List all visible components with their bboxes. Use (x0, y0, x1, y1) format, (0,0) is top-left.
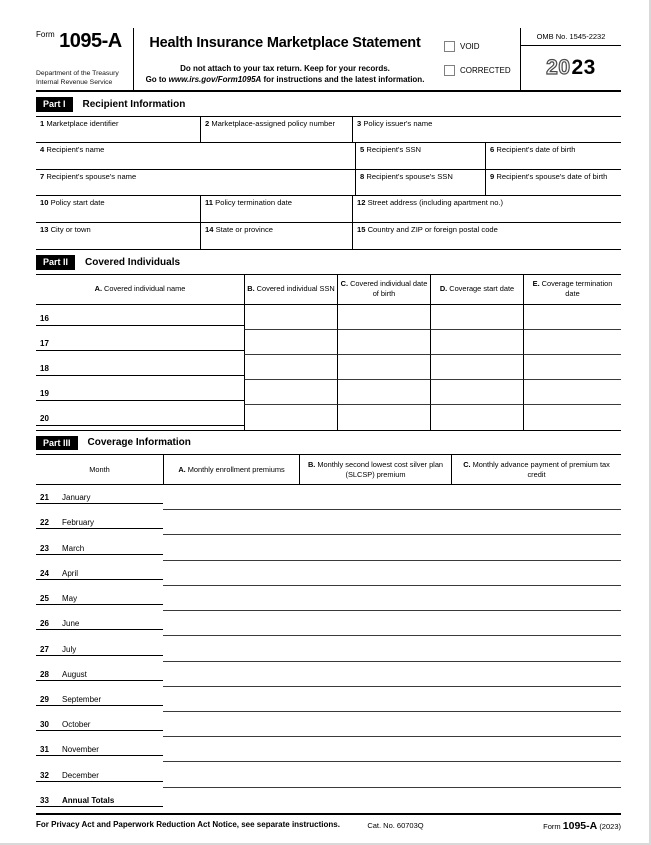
part1-row-4 (36, 196, 621, 223)
row-number: 31 (40, 745, 49, 755)
part3-row-33-aptc-cell[interactable] (451, 788, 621, 813)
part3-table (36, 454, 621, 815)
field-6-recipient-dob[interactable] (485, 143, 621, 169)
col-label: Coverage start date (449, 284, 515, 294)
part3-row-28-aptc-cell[interactable] (451, 662, 621, 687)
part3-month-header (36, 455, 163, 484)
field-number: 4 (40, 145, 45, 154)
row-number: 17 (40, 338, 49, 348)
footer-form-id (543, 820, 621, 832)
row-number: 33 (40, 795, 49, 805)
month-header-label: Month (89, 464, 110, 474)
agency-line-2: Internal Revenue Service (36, 78, 113, 86)
title-block (134, 28, 436, 90)
month-cell-march (36, 535, 163, 560)
footer-form-year: (2023) (599, 821, 621, 831)
row-number: 30 (40, 720, 49, 730)
part3-row-22-aptc-cell[interactable] (451, 510, 621, 535)
part2-row-18-ssn-cell[interactable] (244, 355, 337, 380)
field-number: 9 (490, 171, 495, 181)
field-label: Recipient's spouse's SSN (366, 171, 453, 181)
month-label: August (62, 669, 87, 679)
col-label: Covered individual name (104, 284, 186, 294)
field-label: Country and ZIP or foreign postal code (367, 224, 498, 234)
part3-badge: Part III (36, 436, 78, 451)
month-cell-october (36, 712, 163, 737)
part2-row-18-start-cell[interactable] (430, 355, 523, 380)
field-label: Marketplace identifier (46, 118, 119, 128)
part1-row-1 (36, 117, 621, 144)
part2-row-20-name-cell[interactable] (36, 405, 244, 430)
field-label: Policy issuer's name (363, 118, 433, 128)
col-letter: E. (532, 279, 540, 289)
month-label: February (62, 518, 95, 528)
part3-row-august (36, 662, 621, 687)
part3-row-26-aptc-cell[interactable] (451, 611, 621, 636)
part3-row-january (36, 485, 621, 510)
part1-heading (36, 97, 621, 112)
field-label: State or province (215, 224, 273, 234)
part3-row-32-premium-cell[interactable] (163, 762, 299, 787)
part2-row-18-name-cell[interactable] (36, 355, 244, 380)
field-number: 5 (360, 145, 365, 154)
part3-row-31-premium-cell[interactable] (163, 737, 299, 762)
part3-row-33-slcsp-cell[interactable] (299, 788, 451, 813)
part3-row-31-slcsp-cell[interactable] (299, 737, 451, 762)
part3-row-october (36, 712, 621, 737)
part3-row-march (36, 535, 621, 560)
part2-col-c-header (337, 275, 430, 304)
field-label: Recipient's name (46, 145, 105, 154)
month-label: September (62, 694, 102, 704)
part2-col-e-header (523, 275, 621, 304)
part3-row-september (36, 687, 621, 712)
part3-row-21-premium-cell[interactable] (163, 485, 299, 510)
agency-line-1: Department of the Treasury (36, 70, 119, 78)
part3-row-july (36, 636, 621, 661)
row-number: 24 (40, 568, 49, 578)
void-corrected-block (436, 28, 520, 90)
part2-row-16-start-cell[interactable] (430, 305, 523, 330)
month-cell-december (36, 762, 163, 787)
part2-row-18-termination-cell[interactable] (523, 355, 621, 380)
part2-row-17-termination-cell[interactable] (523, 330, 621, 355)
part3-row-29-premium-cell[interactable] (163, 687, 299, 712)
part3-row-february (36, 510, 621, 535)
field-1-marketplace-identifier[interactable] (36, 117, 200, 143)
irs-url-link[interactable]: www.irs.gov/Form1095A (168, 75, 262, 85)
part3-row-24-premium-cell[interactable] (163, 561, 299, 586)
field-2-policy-number[interactable] (200, 117, 352, 143)
col-label: Monthly enrollment premiums (187, 464, 285, 474)
tax-year (521, 46, 621, 90)
part2-row-20-dob-cell[interactable] (337, 405, 430, 430)
part2-row-17-ssn-cell[interactable] (244, 330, 337, 355)
form-body (36, 28, 621, 832)
month-cell-november (36, 737, 163, 762)
part2-row-20-termination-cell[interactable] (523, 405, 621, 430)
form-instructions (138, 63, 432, 86)
privacy-notice: For Privacy Act and Paperwork Reduction Act Notice, see separate instructions. (36, 819, 340, 829)
field-7-spouse-name[interactable] (36, 170, 355, 196)
field-number: 2 (205, 118, 210, 128)
month-cell-april (36, 561, 163, 586)
corrected-label: CORRECTED (460, 65, 511, 75)
field-label: Policy termination date (215, 198, 292, 207)
col-label: Coverage termination date (541, 279, 613, 298)
row-number: 21 (40, 493, 49, 503)
omb-number: OMB No. 1545-2232 (521, 28, 621, 46)
part2-row-16-termination-cell[interactable] (523, 305, 621, 330)
part2-col-d-header (430, 275, 523, 304)
form-number-line (36, 30, 129, 53)
part3-row-june (36, 611, 621, 636)
field-label: Street address (including apartment no.) (367, 198, 504, 207)
col-letter: C. (340, 279, 349, 289)
month-label: October (62, 720, 91, 730)
part3-row-november (36, 737, 621, 762)
part2-title: Covered Individuals (85, 256, 181, 268)
part3-row-26-premium-cell[interactable] (163, 611, 299, 636)
month-label: April (62, 568, 79, 578)
month-label: June (62, 619, 80, 629)
field-label: Recipient's SSN (366, 145, 421, 154)
part3-row-27-aptc-cell[interactable] (451, 636, 621, 661)
field-10-policy-start-date[interactable] (36, 196, 200, 222)
month-cell-august (36, 662, 163, 687)
row-number: 19 (40, 388, 49, 398)
year-bold-digits: 23 (571, 56, 596, 79)
part3-row-23-premium-cell[interactable] (163, 535, 299, 560)
part3-row-29-slcsp-cell[interactable] (299, 687, 451, 712)
row-number: 29 (40, 694, 49, 704)
field-label: City or town (50, 224, 91, 234)
catalog-number: Cat. No. 60703Q (367, 820, 424, 830)
part2-row-16-name-cell[interactable] (36, 305, 244, 330)
part2-row-16-ssn-cell[interactable] (244, 305, 337, 330)
month-cell-january (36, 485, 163, 510)
part3-row-21-aptc-cell[interactable] (451, 485, 621, 510)
field-11-policy-termination-date[interactable] (200, 196, 352, 222)
month-cell-may (36, 586, 163, 611)
month-cell-annual-totals (36, 788, 163, 813)
part2-col-a-header (36, 275, 244, 304)
part3-row-31-aptc-cell[interactable] (451, 737, 621, 762)
part3-row-27-slcsp-cell[interactable] (299, 636, 451, 661)
part2-heading (36, 255, 621, 270)
field-number: 15 (357, 224, 366, 234)
part3-header-row (36, 455, 621, 485)
part3-row-27-premium-cell[interactable] (163, 636, 299, 661)
row-number: 16 (40, 313, 49, 323)
row-number: 27 (40, 644, 49, 654)
part3-row-25-premium-cell[interactable] (163, 586, 299, 611)
field-14-state[interactable] (200, 223, 352, 250)
field-number: 1 (40, 118, 45, 128)
field-label: Policy start date (50, 198, 105, 207)
part2-row-17-start-cell[interactable] (430, 330, 523, 355)
part3-row-annual-totals (36, 788, 621, 813)
col-label: Monthly advance payment of premium tax credit (472, 459, 610, 479)
field-5-recipient-ssn[interactable] (355, 143, 485, 169)
month-cell-february (36, 510, 163, 535)
row-number: 18 (40, 363, 49, 373)
part3-col-a-header (163, 455, 299, 484)
part3-row-24-aptc-cell[interactable] (451, 561, 621, 586)
part1-row-5 (36, 223, 621, 250)
part3-row-may (36, 586, 621, 611)
omb-block (520, 28, 621, 90)
part2-row-20 (36, 405, 621, 430)
part3-col-c-header (451, 455, 621, 484)
void-row (444, 41, 520, 52)
row-number: 20 (40, 413, 49, 423)
part3-title: Coverage Information (87, 437, 191, 449)
part3-row-december (36, 762, 621, 787)
field-9-spouse-dob[interactable] (485, 170, 621, 196)
part2-row-19 (36, 380, 621, 405)
part3-row-28-premium-cell[interactable] (163, 662, 299, 687)
part2-col-b-header (244, 275, 337, 304)
part3-row-30-slcsp-cell[interactable] (299, 712, 451, 737)
part2-row-16-dob-cell[interactable] (337, 305, 430, 330)
field-number: 12 (357, 198, 366, 207)
part1-row-3 (36, 170, 621, 197)
part3-row-april (36, 561, 621, 586)
col-label: Covered individual SSN (256, 284, 335, 294)
col-label: Covered individual date of birth (350, 279, 428, 298)
row-number: 25 (40, 594, 49, 604)
col-letter: D. (439, 284, 448, 294)
row-number: 26 (40, 619, 49, 629)
part2-row-20-start-cell[interactable] (430, 405, 523, 430)
month-label: December (62, 770, 99, 780)
part2-row-19-dob-cell[interactable] (337, 380, 430, 405)
field-number: 13 (40, 224, 49, 234)
part3-row-23-aptc-cell[interactable] (451, 535, 621, 560)
field-label: Recipient's spouse's date of birth (496, 171, 608, 181)
part3-heading (36, 436, 621, 451)
part3-row-30-premium-cell[interactable] (163, 712, 299, 737)
month-label: May (62, 594, 78, 604)
month-cell-july (36, 636, 163, 661)
part3-row-22-premium-cell[interactable] (163, 510, 299, 535)
month-cell-june (36, 611, 163, 636)
field-number: 7 (40, 171, 45, 181)
part2-row-17-name-cell[interactable] (36, 330, 244, 355)
field-4-recipient-name[interactable] (36, 143, 355, 169)
form-footer (36, 820, 621, 832)
agency-block (36, 70, 129, 87)
month-label: November (62, 745, 99, 755)
part3-row-22-slcsp-cell[interactable] (299, 510, 451, 535)
part2-row-19-ssn-cell[interactable] (244, 380, 337, 405)
field-number: 11 (205, 198, 214, 207)
part3-row-23-slcsp-cell[interactable] (299, 535, 451, 560)
part2-row-19-termination-cell[interactable] (523, 380, 621, 405)
field-3-policy-issuer-name[interactable] (352, 117, 621, 143)
part1-badge: Part I (36, 97, 73, 112)
part1-title: Recipient Information (82, 98, 186, 110)
month-label: March (62, 543, 85, 553)
part1-row-2 (36, 143, 621, 170)
col-letter: B. (307, 459, 316, 469)
part2-row-18-dob-cell[interactable] (337, 355, 430, 380)
part2-row-17-dob-cell[interactable] (337, 330, 430, 355)
field-number: 8 (360, 171, 365, 181)
part3-row-26-slcsp-cell[interactable] (299, 611, 451, 636)
void-checkbox[interactable] (444, 41, 455, 52)
form-word: Form (36, 30, 55, 39)
annual-totals-label: Annual Totals (62, 795, 115, 805)
part3-row-25-slcsp-cell[interactable] (299, 586, 451, 611)
part3-row-32-aptc-cell[interactable] (451, 762, 621, 787)
field-number: 10 (40, 198, 49, 207)
corrected-checkbox[interactable] (444, 65, 455, 76)
footer-form-word: Form (543, 821, 561, 831)
part3-row-29-aptc-cell[interactable] (451, 687, 621, 712)
form-number: 1095-A (59, 30, 122, 52)
row-number: 32 (40, 770, 49, 780)
field-number: 6 (490, 145, 495, 154)
part2-table (36, 274, 621, 431)
field-number: 3 (357, 118, 362, 128)
part3-row-24-slcsp-cell[interactable] (299, 561, 451, 586)
month-label: July (62, 644, 77, 654)
col-letter: C. (463, 459, 471, 469)
part2-header-row (36, 275, 621, 305)
part2-row-17 (36, 330, 621, 355)
form-number-block (36, 28, 134, 90)
row-number: 22 (40, 518, 49, 528)
part1-table (36, 116, 621, 251)
instruction-line-2 (138, 74, 432, 86)
part2-row-18 (36, 355, 621, 380)
part2-row-16 (36, 305, 621, 330)
field-number: 14 (205, 224, 214, 234)
part3-row-21-slcsp-cell[interactable] (299, 485, 451, 510)
part2-row-19-name-cell[interactable] (36, 380, 244, 405)
year-outline-digits: 20 (546, 56, 571, 79)
col-label: Monthly second lowest cost silver plan (SLCSP) premium (317, 459, 444, 479)
part3-row-32-slcsp-cell[interactable] (299, 762, 451, 787)
month-cell-september (36, 687, 163, 712)
form-header (36, 28, 621, 92)
corrected-row (444, 65, 520, 76)
void-label: VOID (460, 41, 480, 51)
field-13-city[interactable] (36, 223, 200, 250)
col-letter: A. (94, 284, 103, 294)
field-8-spouse-ssn[interactable] (355, 170, 485, 196)
field-label: Marketplace-assigned policy number (211, 118, 336, 128)
part2-row-20-ssn-cell[interactable] (244, 405, 337, 430)
field-label: Recipient's spouse's name (46, 171, 137, 181)
field-15-country-zip[interactable] (352, 223, 621, 250)
part2-row-19-start-cell[interactable] (430, 380, 523, 405)
goto-text: Go to (145, 75, 169, 85)
part3-row-25-aptc-cell[interactable] (451, 586, 621, 611)
part2-badge: Part II (36, 255, 75, 270)
part3-row-33-premium-cell[interactable] (163, 788, 299, 813)
instruction-suffix: for instructions and the latest information. (261, 75, 425, 85)
row-number: 23 (40, 543, 49, 553)
form-title: Health Insurance Marketplace Statement (149, 35, 421, 51)
month-label: January (62, 493, 91, 503)
col-letter: A. (178, 464, 186, 474)
instruction-line-1: Do not attach to your tax return. Keep for your records. (180, 63, 390, 73)
footer-form-number: 1095-A (562, 819, 598, 832)
field-12-street-address[interactable] (352, 196, 621, 222)
part3-row-28-slcsp-cell[interactable] (299, 662, 451, 687)
part3-row-30-aptc-cell[interactable] (451, 712, 621, 737)
part3-col-b-header (299, 455, 451, 484)
col-letter: B. (247, 284, 255, 294)
row-number: 28 (40, 669, 49, 679)
field-label: Recipient's date of birth (496, 145, 576, 154)
